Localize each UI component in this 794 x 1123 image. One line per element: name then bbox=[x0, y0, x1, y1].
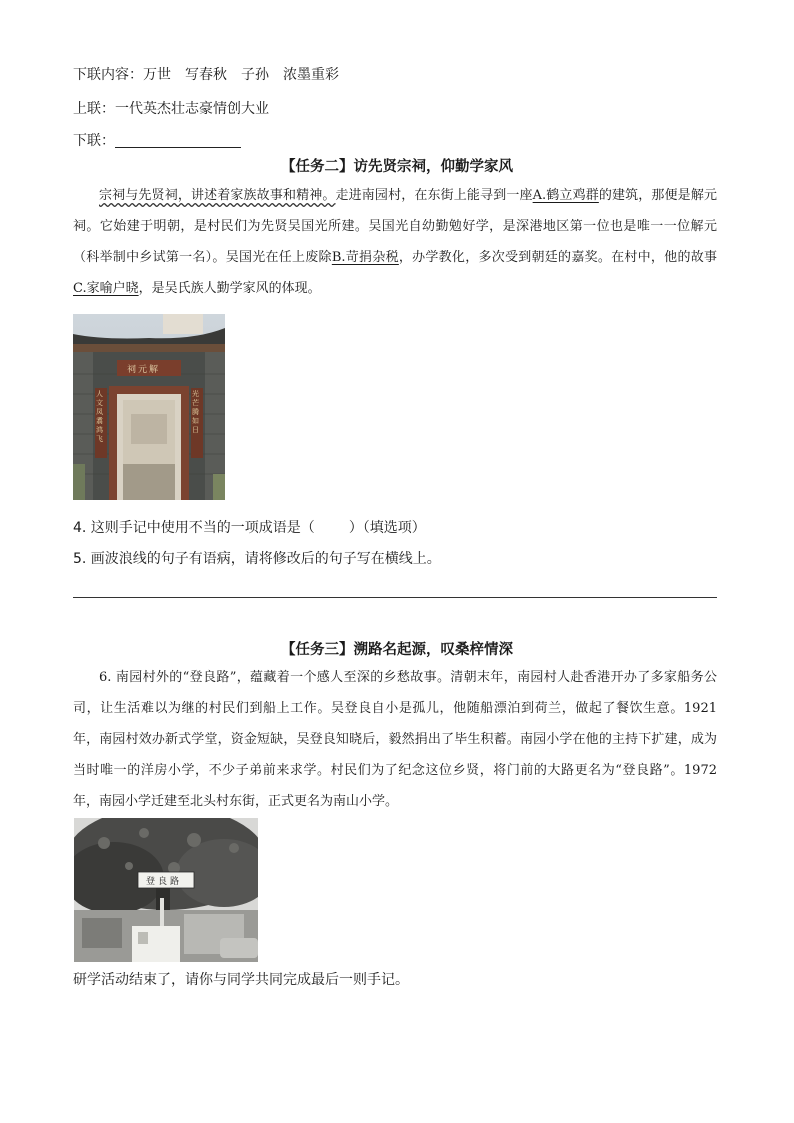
closing-instruction: 研学活动结束了，请你与同学共同完成最后一则手记。 bbox=[73, 972, 409, 988]
task3-heading-title: 溯路名起源，叹桑梓情深 bbox=[353, 642, 513, 658]
paragraph-text: 走进南园村，在东街上能寻到一座 bbox=[335, 188, 533, 203]
idiom-option-c: C.家喻户晓 bbox=[73, 281, 139, 296]
upper-couplet-line bbox=[73, 99, 269, 119]
task3-paragraph-text: 6. 南园村外的“登良路”，蕴藏着一个感人至深的乡愁故事。清朝末年，南园村人赴香港开办了多家船务公司，让生活难以为继的村民们到船上工作。吴登良自小是孤儿，他随船漂泊到荷兰，做起了餐饮生意。1921年，南园村效办新式学堂，资金短缺，吴登良知晓后，毅然捐出了毕生积蓄。南园小学在他的主持下扩建，成为当时唯一的洋房小学，不少子弟前来求学。村民们为了纪念这位乡贤，将门前的大路更名为“登良路”。1972年，南园小学迁建至北头村东街，正式更名为南山小学。 bbox=[73, 670, 717, 809]
hall-right-couplet: 光芒腾如日 bbox=[192, 390, 199, 434]
lower-couplet-answer-blank[interactable] bbox=[115, 133, 241, 148]
question-4-prefix: 4. 这则手记中使用不当的一项成语是（ bbox=[73, 520, 315, 536]
question-4-suffix: ）（填选项） bbox=[348, 520, 426, 536]
task2-paragraph bbox=[73, 180, 717, 304]
lower-options-label: 下联内容： bbox=[73, 67, 143, 83]
task3-paragraph bbox=[73, 662, 717, 817]
street-sign-illustration bbox=[74, 818, 258, 962]
option-word: 写春秋 bbox=[185, 67, 227, 83]
option-word: 子孙 bbox=[241, 67, 269, 83]
hall-sign-text: 祠元解 bbox=[127, 365, 161, 375]
lower-options-line bbox=[73, 65, 339, 85]
task3-heading bbox=[0, 640, 794, 660]
lower-couplet-label: 下联： bbox=[73, 133, 115, 149]
paragraph-text: 的建筑，那便是解元祠。它始建于明朝，是村民们为先贤吴国光所建。吴国光自幼勤勉好学，是深港地区第一位也是唯一一位解元（科举制中乡试第一名）。吴国光在任上废除 bbox=[73, 188, 717, 265]
idiom-option-a: A.鹤立鸡群 bbox=[532, 188, 599, 203]
ancestral-hall-photo bbox=[73, 314, 225, 500]
upper-couplet-label: 上联： bbox=[73, 101, 115, 117]
task2-heading-prefix: 【任务二】 bbox=[281, 159, 354, 175]
option-word: 万世 bbox=[143, 67, 171, 83]
paragraph-text: ，是吴氏族人勤学家风的体现。 bbox=[138, 281, 321, 296]
question-5: 5. 画波浪线的句子有语病，请将修改后的句子写在横线上。 bbox=[73, 551, 441, 567]
task2-heading bbox=[0, 157, 794, 177]
answer-line[interactable] bbox=[73, 597, 717, 598]
task2-heading-title: 访先贤宗祠，仰勤学家风 bbox=[353, 159, 513, 175]
hall-left-couplet: 人文凤翥鸿飞 bbox=[96, 390, 103, 443]
paragraph-text: ，办学教化，多次受到朝廷的嘉奖。在村中，他的故事 bbox=[398, 250, 717, 265]
question-4 bbox=[73, 518, 426, 538]
wavy-underlined-sentence: 宗祠与先贤祠，讲述着家族故事和精神。 bbox=[99, 188, 336, 203]
street-sign-text: 登良路 bbox=[146, 877, 183, 887]
lower-couplet-line bbox=[73, 131, 241, 151]
street-sign-photo bbox=[74, 818, 258, 962]
option-word: 浓墨重彩 bbox=[283, 67, 339, 83]
task3-heading-prefix: 【任务三】 bbox=[281, 642, 354, 658]
idiom-option-b: B.苛捐杂税 bbox=[331, 250, 399, 265]
upper-couplet-text: 一代英杰壮志豪情创大业 bbox=[115, 101, 269, 117]
